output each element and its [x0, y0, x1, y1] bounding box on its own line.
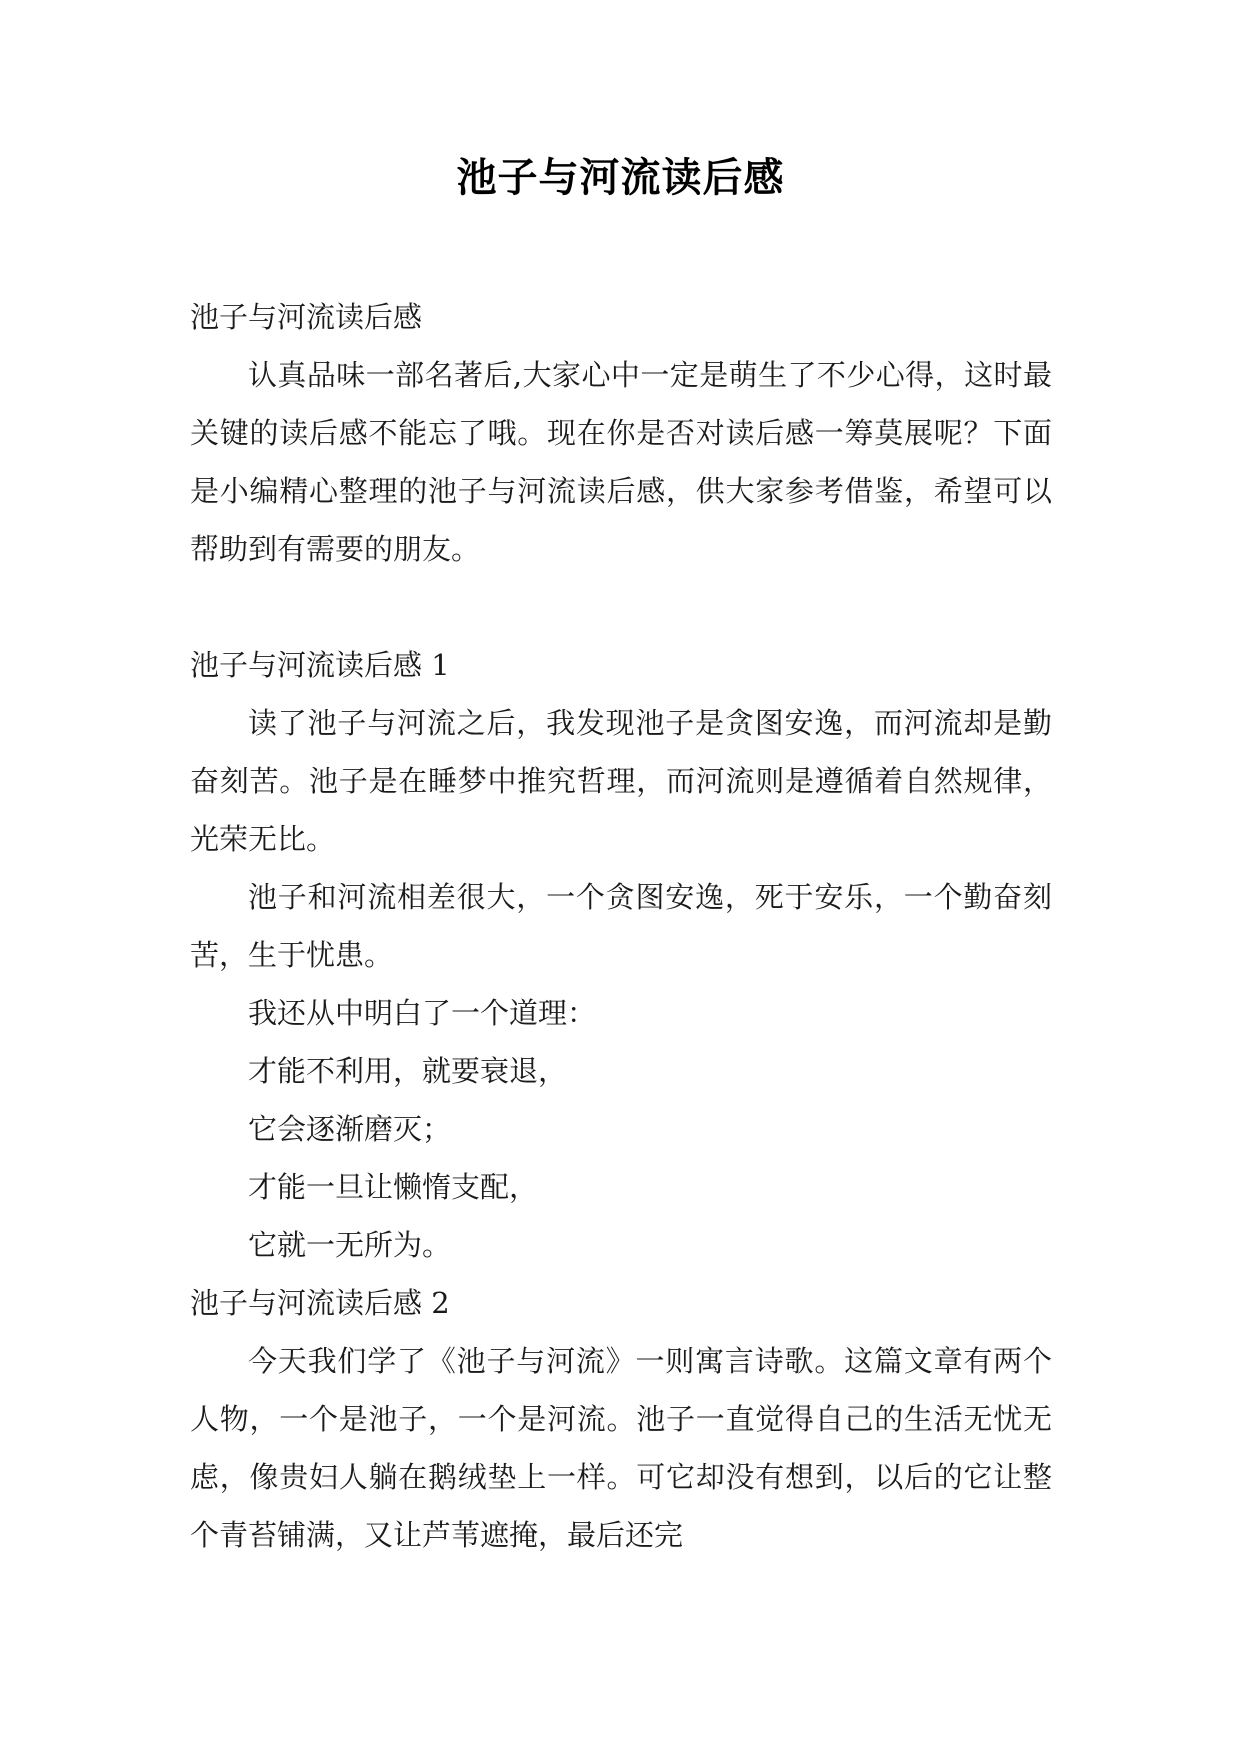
section-1-verse-line-2: 它会逐渐磨灭；	[248, 1112, 452, 1146]
document-title: 池子与河流读后感	[456, 155, 785, 201]
intro-paragraph: 认真品味一部名著后,大家心中一定是萌生了不少心得，这时最关键的读后感不能忘了哦。现在你是否对读后感一筹莫展呢？下面是小编精心整理的池子与河流读后感，供大家参考借鉴，希望可以帮助到有需要的朋友。	[190, 358, 1052, 566]
section-1-paragraph-3: 我还从中明白了一个道理：	[248, 996, 597, 1030]
section-1-verse-line-4: 它就一无所为。	[248, 1228, 452, 1262]
section-2-paragraph-1: 今天我们学了《池子与河流》一则寓言诗歌。这篇文章有两个人物，一个是池子，一个是河流。池子一直觉得自己的生活无忧无虑，像贵妇人躺在鹅绒垫上一样。可它却没有想到，以后的它让整个青苔铺满，又让芦苇遮掩，最后还完	[190, 1344, 1052, 1552]
intro-heading: 池子与河流读后感	[190, 300, 423, 334]
section-spacer	[190, 578, 1052, 636]
section-1-paragraph-2: 池子和河流相差很大，一个贪图安逸，死于安乐，一个勤奋刻苦，生于忧患。	[190, 880, 1052, 972]
document-body	[190, 288, 1052, 1564]
section-1-paragraph-1: 读了池子与河流之后，我发现池子是贪图安逸，而河流却是勤奋刻苦。池子是在睡梦中推究哲理，而河流则是遵循着自然规律，光荣无比。	[190, 706, 1052, 856]
section-1-verse-line-3: 才能一旦让懒惰支配，	[248, 1170, 539, 1204]
section-1-verse-line-1: 才能不利用，就要衰退，	[248, 1054, 568, 1088]
section-2-heading: 池子与河流读后感 2	[190, 1286, 450, 1320]
section-1-heading: 池子与河流读后感 1	[190, 648, 450, 682]
